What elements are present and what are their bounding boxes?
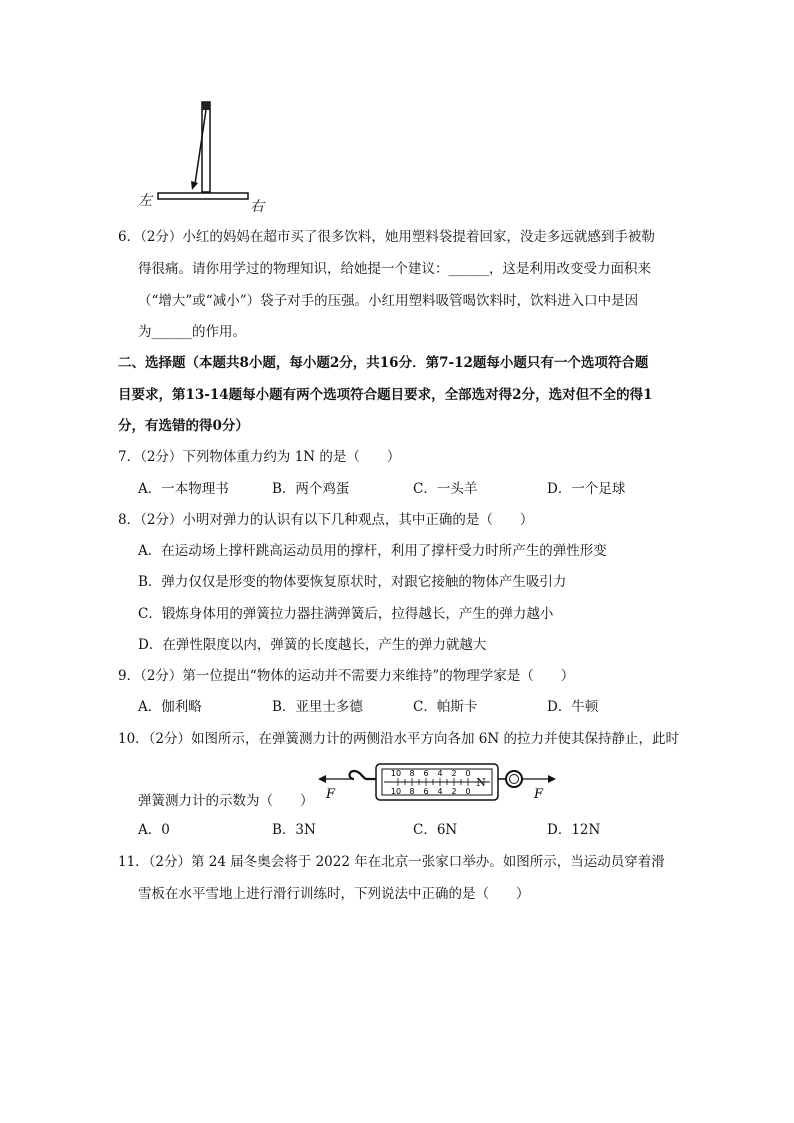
scale-bottom-6: 6 [423,787,429,796]
scale-top-8: 8 [409,769,415,778]
q6-line3: （“增大”或“减小”）袋子对手的压强。小红用塑料吸管喝饮料时，饮料进入口中是因 [138,293,639,309]
scale-bottom-10: 10 [390,787,402,796]
spring-scale-figure [318,760,558,816]
scale-bottom-8: 8 [409,787,415,796]
q10-option-b: B．3N [272,822,316,838]
q10-option-d: D．12N [547,822,601,838]
q11-stem2: 雪板在水平雪地上进行滑行训练时，下列说法中正确的是（ ） [138,886,530,902]
scale-top-10: 10 [390,769,402,778]
q7-stem: 7．（2分）下列物体重力约为 1N 的是（ ） [118,449,401,465]
q8-option-b: B．弹力仅仅是形变的物体要恢复原状时，对跟它接触的物体产生吸引力 [138,574,567,590]
scale-top-6: 6 [423,769,429,778]
scale-top-4: 4 [437,769,443,778]
q7-option-c: C．一头羊 [413,481,478,497]
q6-line2: 得很痛。请你用学过的物理知识，给她提一个建议：______，这是利用改变受力面积来 [138,261,651,277]
scale-top-2: 2 [451,769,457,778]
section2-line3: 分，有选错的得0分） [118,418,249,434]
q8-option-c: C．锻炼身体用的弹簧拉力器拄满弹簧后，拉得越长，产生的弹力越小 [138,606,554,622]
scale-unit-label: N [476,776,486,789]
q10-stem2: 弹簧测力计的示数为（ ） [138,793,314,809]
q11-stem: 11．（2分）第 24 届冬奥会将于 2022 年在北京一张家口举办。如图所示，当运动员穿着滑 [118,854,665,870]
q7-option-d: D．一个足球 [547,481,626,497]
section2-line1: 二、选择题（本题共8小题，每小题2分，共16分．第7-12题每小题只有一个选项符合题 [118,355,649,371]
right-label: 右 [250,199,264,215]
scale-bottom-2: 2 [451,787,457,796]
q6-line1: 6．（2分）小红的妈妈在超市买了很多饮料，她用塑料袋提着回家，没走多远就感到手被勒 [118,229,655,245]
left-label: 左 [138,193,152,209]
q7-option-a: A．一本物理书 [138,481,229,497]
q9-option-c: C．帕斯卡 [413,699,478,715]
force-right-label: F [534,787,544,802]
q10-stem: 10．（2分）如图所示，在弹簧测力计的两侧沿水平方向各加 6N 的拉力并使其保持静止，此时 [118,731,680,747]
q10-option-a: A．0 [138,822,170,838]
q9-option-a: A．伽利略 [138,699,202,715]
q9-stem: 9．（2分）第一位提出“物体的运动并不需要力来维持”的物理学家是（ ） [118,668,575,684]
scale-bottom-0: 0 [465,787,471,796]
force-left-label: F [326,787,336,802]
q8-stem: 8．（2分）小明对弹力的认识有以下几种观点，其中正确的是（ ） [118,512,534,528]
scale-bottom-4: 4 [437,787,443,796]
section2-line2: 目要求，第13-14题每小题有两个选项符合题目要求，全部选对得2分，选对但不全的得1 [118,387,653,403]
scale-top-0: 0 [465,769,471,778]
q9-option-b: B．亚里士多德 [272,699,363,715]
q10-option-c: C．6N [413,822,458,838]
q9-option-d: D．牛顿 [547,699,599,715]
q8-option-a: A．在运动场上撑杆跳高运动员用的撑杆，利用了撑杆受力时所产生的弹性形变 [138,543,607,559]
q6-line4: 为______的作用。 [138,324,246,340]
q7-option-b: B．两个鸡蛋 [272,481,350,497]
q8-option-d: D．在弹性限度以内，弹簧的长度越长，产生的弹力就越大 [138,637,487,653]
